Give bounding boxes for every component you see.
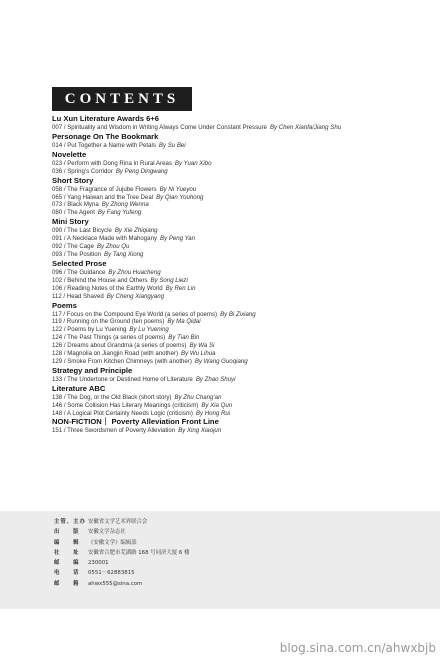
toc-entry: [52, 326, 437, 334]
info-label: 电 话: [54, 570, 80, 577]
info-row: [54, 517, 189, 527]
info-value: 安徽省合肥市芜湖路 168 号同济大厦 6 楼: [88, 549, 190, 556]
entry-author: By Chen Xianfa/Jiang Shu: [269, 124, 342, 131]
entry-title: 096 / The Guidance: [52, 268, 106, 276]
entry-author: By Ma Qidai: [167, 318, 201, 326]
entry-title: 122 / Poems by Lu Yuening: [52, 326, 127, 334]
toc-entry: [52, 427, 437, 435]
info-label: 社 址: [54, 549, 80, 556]
entry-author: By Bi Zixiang: [220, 310, 256, 318]
entry-title: 138 / The Dog, or the Old Black (short story): [52, 393, 172, 401]
toc-entry: [52, 318, 437, 326]
entry-title: 133 / The Undertone or Destined Home of Literature: [52, 375, 193, 383]
entry-author: By Hong Rui: [195, 409, 231, 417]
entry-title: 119 / Running on the Ground (ten poems): [52, 318, 165, 326]
info-value: 0551－62883815: [88, 570, 135, 577]
toc-entry: [52, 160, 437, 168]
section-title: Personage On The Bookmark: [52, 131, 159, 141]
section-title: Short Story: [52, 175, 94, 185]
entry-title: 117 / Focus on the Compound Eye World (a series of poems): [52, 310, 218, 318]
toc-entry: [52, 251, 437, 259]
entry-author: By Su Bei: [158, 141, 186, 149]
info-value: 230001: [88, 560, 109, 567]
entry-title: 007 / Spirituality and Wisdom in Writing Always Come Under Constant Pressure: [52, 124, 267, 131]
entry-author: By Zhu Chang’an: [174, 393, 222, 401]
entry-author: By Peng Dingwang: [115, 167, 168, 175]
section-title: NON-FICTION｜ Poverty Alleviation Front Line: [52, 417, 219, 427]
section-title: Poems: [52, 300, 77, 310]
entry-author: By Lu Yuening: [129, 326, 169, 334]
toc-entry: [52, 142, 437, 150]
info-label: 邮 箱: [54, 580, 80, 587]
toc-entry: [52, 285, 437, 293]
info-row: [54, 538, 189, 548]
entry-title: 092 / The Cage: [52, 243, 94, 251]
info-label: 邮 编: [54, 560, 80, 567]
entry-author: By Xing Xiaojun: [178, 427, 222, 435]
entry-author: By Xie Zhiqiang: [114, 227, 158, 235]
toc-entry: [52, 293, 437, 301]
toc-entry: [52, 201, 437, 209]
entry-author: By Wu Lihua: [181, 350, 216, 358]
toc-entry: [52, 376, 437, 384]
entry-title: 090 / The Last Bicycle: [52, 227, 112, 235]
entry-title: 112 / Head Shaved: [52, 292, 104, 300]
toc-entry: [52, 124, 437, 132]
entry-author: By Peng Yan: [160, 235, 196, 243]
toc-entry: [52, 194, 437, 202]
watermark: blog.sina.com.cn/ahwxbjb: [279, 641, 436, 655]
entry-author: By Zhao Shuyi: [195, 375, 236, 383]
entry-title: 080 / The Agent: [52, 209, 95, 217]
entry-author: By Tian Bin: [168, 334, 200, 342]
entry-author: By Fang Yufeng: [97, 209, 142, 217]
entry-author: By Zhou Huacheng: [108, 268, 161, 276]
info-value: 《安徽文学》编辑部: [88, 539, 137, 546]
entry-author: By Zhou Qu: [96, 243, 130, 251]
toc-entry: [52, 334, 437, 342]
entry-title: 014 / Put Together a Name with Petals: [52, 141, 156, 149]
toc-entry: [52, 186, 437, 194]
entry-title: 023 / Perform with Dong Rina in Rural Areas: [52, 159, 172, 167]
info-row: [54, 558, 189, 568]
contents-banner: CONTENTS: [52, 87, 192, 111]
entry-author: By Ni Yueyou: [159, 185, 197, 193]
entry-title: 036 / Spring’s Corridor: [52, 167, 113, 175]
entry-title: 058 / The Fragrance of Jujube Flowers: [52, 185, 157, 193]
info-value: 安徽省文学艺术界联合会: [88, 519, 148, 525]
entry-title: 128 / Magnolia on Jiangjin Road (with another): [52, 350, 179, 358]
entry-author: By Ren Lin: [165, 284, 196, 292]
toc-entry: [52, 227, 437, 235]
info-label: 编 辑: [54, 539, 80, 546]
entry-author: By Qian Youhong: [156, 193, 204, 201]
info-row: [54, 579, 189, 589]
toc-entry: [52, 358, 437, 366]
info-value: 安徽文学杂志社: [88, 529, 126, 536]
entry-author: By Xia Qun: [201, 401, 233, 409]
entry-title: 148 / A Logical Plot Certainly Needs Logic (criticism): [52, 409, 193, 417]
entry-title: 073 / Black Myna: [52, 201, 99, 209]
entry-author: By Zhong Wenna: [101, 201, 149, 209]
entry-author: By Wa Si: [189, 342, 215, 350]
section-title: Strategy and Principle: [52, 365, 133, 375]
section-title: Novelette: [52, 149, 87, 159]
info-row: [54, 548, 189, 558]
toc-entry: [52, 402, 437, 410]
toc-entry: [52, 269, 437, 277]
info-row: [54, 568, 189, 578]
entry-title: 065 / Yang Haiwan and the Tree Deal: [52, 193, 154, 201]
toc-entry: [52, 342, 437, 350]
entry-author: By Tang Xiong: [104, 250, 144, 258]
section-title: Literature ABC: [52, 383, 106, 393]
entry-title: 102 / Behind the House and Others: [52, 276, 148, 284]
info-label: 出 版: [54, 529, 80, 536]
entry-title: 093 / The Position: [52, 250, 102, 258]
entry-author: By Cheng Xiangyang: [106, 292, 164, 300]
info-label: 主管、主办: [54, 519, 86, 525]
entry-title: 151 / Three Swordsmen of Poverty Alleviation: [52, 427, 176, 435]
info-row: [54, 527, 189, 537]
toc-entry: [52, 209, 437, 217]
section-title: Mini Story: [52, 217, 89, 227]
toc-entry: [52, 350, 437, 358]
toc-entry: [52, 243, 437, 251]
publication-info: [54, 517, 189, 589]
entry-author: By Yuan Xibo: [174, 159, 212, 167]
toc-entry: [52, 277, 437, 285]
toc-entry: [52, 311, 437, 319]
info-value: ahwx555@sina.com: [88, 580, 143, 587]
toc-entry: [52, 235, 437, 243]
entry-title: 146 / Some Collision Has Literary Meanings (criticism): [52, 401, 199, 409]
entry-title: 129 / Smoke From Kitchen Chimneys (with another): [52, 357, 192, 365]
entry-title: 091 / A Necklace Made with Mahogany: [52, 235, 158, 243]
entry-title: 126 / Dreams about Grandma (a series of poems): [52, 342, 187, 350]
entry-title: 106 / Reading Notes of the Earthly World: [52, 284, 163, 292]
entry-author: By Wang Guoqiang: [194, 357, 248, 365]
section-title: Selected Prose: [52, 258, 107, 268]
toc-entry: [52, 394, 437, 402]
toc-entry: [52, 168, 437, 176]
entry-author: By Song Liezi: [150, 276, 188, 284]
section-title: Lu Xun Literature Awards 6+6: [52, 114, 159, 123]
table-of-contents: [52, 114, 437, 435]
entry-title: 124 / The Past Things (a series of poems): [52, 334, 166, 342]
